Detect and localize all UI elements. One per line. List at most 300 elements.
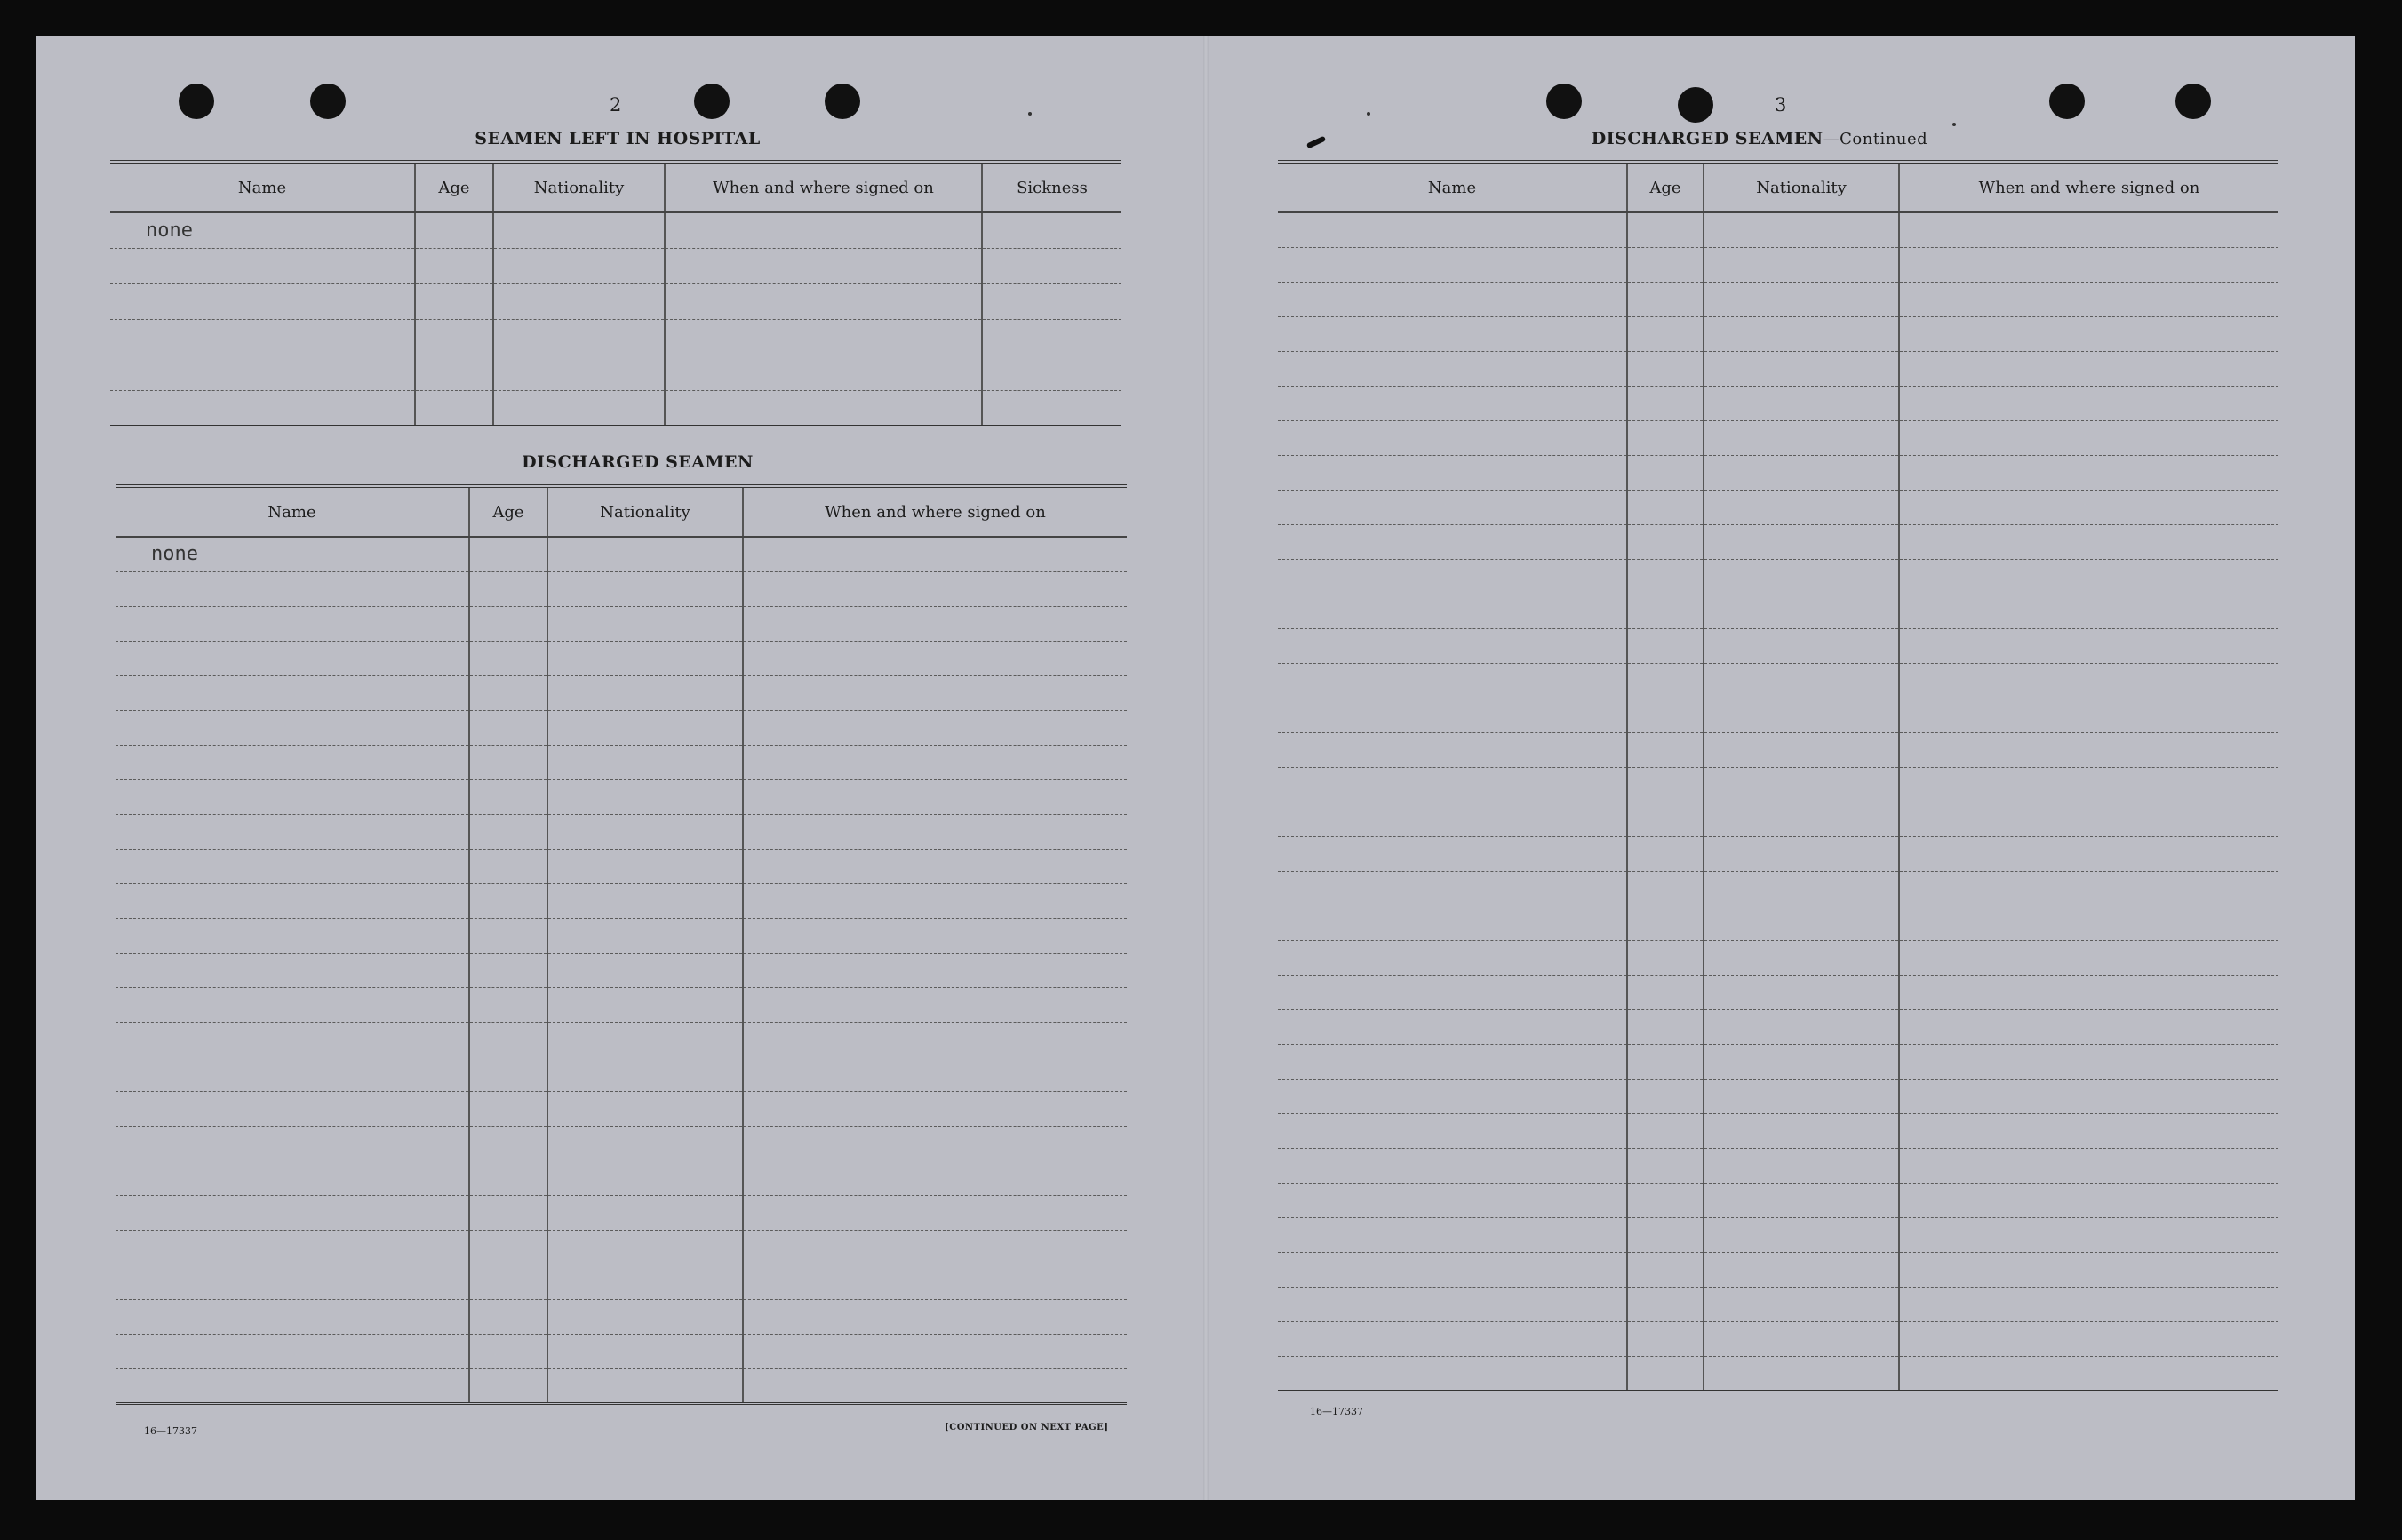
discharged-cell [469,1230,547,1265]
discharged-continued-cell [1627,802,1704,836]
discharged-continued-cell [1704,1356,1899,1391]
discharged-continued-cell [1704,628,1899,663]
discharged-cell [743,606,1127,641]
discharged-continued-cell [1627,663,1704,698]
discharged-cell [469,1057,547,1091]
discharged-cell [469,883,547,918]
discharged-cell [743,849,1127,883]
discharged-name-cell [116,953,469,987]
discharged-cell [547,1368,743,1403]
discharged-continued-cell [1278,906,1627,940]
discharged-cell [469,1299,547,1334]
discharged-continued-cell [1899,490,2278,524]
discharged-cell [547,1334,743,1368]
discharged-continued-cell [1278,1183,1627,1217]
discharged-continued-cell [1899,767,2278,802]
hospital-name-cell [110,319,415,355]
discharged-continued-cell [1704,386,1899,420]
discharged-cell [469,606,547,641]
discharged-table-row [116,1126,1127,1161]
hospital-table-row [110,212,1121,248]
discharged-continued-cell [1899,802,2278,836]
discharged-continued-cell [1627,1356,1704,1391]
discharged-continued-cell [1627,490,1704,524]
hospital-table [110,160,1121,427]
discharged-cell [743,1299,1127,1334]
discharged-table-row [116,1230,1127,1265]
discharged-continued-cell [1627,1252,1704,1287]
discharged-continued-cell [1627,559,1704,594]
discharged-continued-cell [1899,698,2278,732]
discharged-continued-cell [1627,386,1704,420]
discharged-continued-cell [1278,1148,1627,1183]
hospital-column-header: Name [110,162,415,212]
punch-hole [694,84,730,119]
discharged-table-row [116,745,1127,779]
discharged-continued-cell [1627,906,1704,940]
discharged-cell [743,571,1127,606]
discharged-continued-cell [1899,1183,2278,1217]
discharged-continued-table-row [1278,490,2278,524]
discharged-continued-cell [1704,1321,1899,1356]
discharged-continued-cell [1278,212,1627,247]
hospital-cell [665,355,982,390]
discharged-cell [469,814,547,849]
discharged-name-cell [116,1161,469,1195]
discharged-cell [547,571,743,606]
discharged-continued-cell [1704,490,1899,524]
hospital-cell [493,283,665,319]
discharged-continued-column-header: Age [1627,162,1704,212]
discharged-table-row [116,1299,1127,1334]
discharged-continued-cell [1278,802,1627,836]
discharged-continued-cell [1899,1252,2278,1287]
discharged-name-cell [116,1368,469,1403]
form-number-left: 16—17337 [144,1425,197,1437]
discharged-continued-cell [1627,594,1704,628]
discharged-continued-cell [1704,1287,1899,1321]
discharged-continued-cell [1278,420,1627,455]
discharged-table-row [116,1091,1127,1126]
punch-hole [1678,87,1713,123]
discharged-cell [547,675,743,710]
discharged-continued-cell [1627,732,1704,767]
discharged-continued-cell [1899,1044,2278,1079]
discharged-continued-cell [1899,1287,2278,1321]
discharged-continued-column-header: When and where signed on [1899,162,2278,212]
discharged-column-header: Nationality [547,486,743,537]
discharged-cell [547,1195,743,1230]
hospital-column-header: When and where signed on [665,162,982,212]
discharged-continued-cell [1704,1044,1899,1079]
discharged-continued-cell [1899,282,2278,316]
discharged-continued-cell [1278,871,1627,906]
discharged-continued-cell [1704,420,1899,455]
discharged-continued-cell [1704,247,1899,282]
discharged-continued-cell [1704,316,1899,351]
discharged-continued-cell [1278,732,1627,767]
discharged-continued-cell [1899,420,2278,455]
discharged-continued-table-row [1278,594,2278,628]
discharged-cell [743,1265,1127,1299]
discharged-cell [469,779,547,814]
discharged-cell [743,1057,1127,1091]
discharged-cell [743,918,1127,953]
discharged-cell [743,1195,1127,1230]
page-number-left: 2 [610,94,622,116]
discharged-continued-cell [1899,906,2278,940]
discharged-continued-table-row [1278,247,2278,282]
discharged-continued-cell [1627,420,1704,455]
discharged-continued-cell [1278,490,1627,524]
discharged-continued-cell [1704,1113,1899,1148]
discharged-cell [743,745,1127,779]
discharged-cell [743,779,1127,814]
discharged-table-row [116,814,1127,849]
discharged-continued-cell [1278,767,1627,802]
discharged-continued-cell [1278,351,1627,386]
discharged-continued-cell [1899,732,2278,767]
discharged-name-cell [116,883,469,918]
discharged-cell [469,1334,547,1368]
discharged-continued-cell [1704,559,1899,594]
discharged-cell [547,883,743,918]
discharged-continued-cell [1278,1321,1627,1356]
discharged-continued-cell [1278,1287,1627,1321]
discharged-table-row [116,1265,1127,1299]
discharged-name-cell [116,1057,469,1091]
discharged-table-row [116,1195,1127,1230]
discharged-continued-cell [1278,940,1627,975]
discharged-continued-table-row [1278,1287,2278,1321]
hospital-table-row [110,355,1121,390]
discharged-continued-cell [1704,802,1899,836]
discharged-table-row [116,1022,1127,1057]
discharged-continued-cell [1899,1079,2278,1113]
discharged-continued-cell [1899,975,2278,1009]
discharged-cell [469,1195,547,1230]
discharged-continued-table-row [1278,1044,2278,1079]
discharged-name-cell [116,1195,469,1230]
discharged-cell [469,953,547,987]
discharged-continued-cell [1278,1079,1627,1113]
discharged-table-row [116,537,1127,571]
discharged-continued-cell [1627,1148,1704,1183]
punch-hole [310,84,346,119]
discharged-continued-cell [1278,836,1627,871]
discharged-continued-table-row [1278,767,2278,802]
discharged-name-cell [116,675,469,710]
hospital-section-title: SEAMEN LEFT IN HOSPITAL [475,129,761,148]
hospital-cell [493,355,665,390]
discharged-table-row [116,606,1127,641]
discharged-continued-cell [1278,698,1627,732]
discharged-continued-cell [1899,594,2278,628]
discharged-cell [547,606,743,641]
hospital-table-row [110,319,1121,355]
discharged-cell [547,641,743,675]
hospital-name-cell [110,283,415,319]
ink-speck [1028,112,1032,116]
hospital-column-header: Sickness [982,162,1121,212]
discharged-column-header: Name [116,486,469,537]
discharged-table-row [116,918,1127,953]
discharged-cell [469,918,547,953]
discharged-continued-cell [1278,559,1627,594]
discharged-continued-cell [1899,351,2278,386]
discharged-continued-table-row [1278,1356,2278,1391]
discharged-continued-cell [1899,871,2278,906]
hospital-cell [665,319,982,355]
hospital-column-header: Age [415,162,493,212]
hospital-cell [665,248,982,283]
discharged-cell [547,710,743,745]
hospital-name-cell [110,248,415,283]
discharged-table-row [116,1334,1127,1368]
discharged-continued-table-row [1278,212,2278,247]
hospital-cell [982,319,1121,355]
discharged-continued-cell [1627,351,1704,386]
discharged-continued-table-row [1278,1321,2278,1356]
discharged-cell [743,1091,1127,1126]
discharged-continued-cell [1899,316,2278,351]
discharged-continued-cell [1899,524,2278,559]
hospital-table-row [110,283,1121,319]
hospital-table-row [110,248,1121,283]
discharged-continued-cell [1627,524,1704,559]
discharged-continued-cell [1704,940,1899,975]
discharged-continued-cell [1704,1217,1899,1252]
discharged-cell [743,987,1127,1022]
discharged-continued-cell [1704,1148,1899,1183]
hospital-cell [982,355,1121,390]
discharged-cell [743,1334,1127,1368]
discharged-continued-cell [1627,455,1704,490]
form-number-right: 16—17337 [1310,1406,1363,1417]
discharged-cell [469,1368,547,1403]
discharged-table-row [116,1368,1127,1403]
discharged-continued-cell [1627,212,1704,247]
hospital-cell [982,390,1121,426]
discharged-name-cell [116,1334,469,1368]
discharged-cell [743,537,1127,571]
discharged-name-cell [116,1022,469,1057]
discharged-cell [547,849,743,883]
discharged-continued-cell [1899,455,2278,490]
discharged-continued-table-row [1278,1148,2278,1183]
discharged-cell [547,1161,743,1195]
discharged-continued-column-header: Nationality [1704,162,1899,212]
discharged-continued-cell [1899,836,2278,871]
discharged-continued-cell [1627,871,1704,906]
discharged-cell [743,1022,1127,1057]
punch-hole [2175,84,2211,119]
discharged-continued-cell [1899,940,2278,975]
discharged-continued-table-row [1278,1183,2278,1217]
discharged-cell [743,675,1127,710]
discharged-continued-cell [1278,1044,1627,1079]
discharged-continued-cell [1899,1113,2278,1148]
page-fold [1203,36,1209,1500]
discharged-continued-table-row [1278,698,2278,732]
hospital-cell [493,212,665,248]
discharged-section-title: DISCHARGED SEAMEN [522,452,754,472]
discharged-cell [547,1126,743,1161]
discharged-name-cell [116,814,469,849]
discharged-cell [469,1091,547,1126]
discharged-continued-cell [1627,1183,1704,1217]
discharged-continued-cell [1627,1287,1704,1321]
continued-note: [CONTINUED ON NEXT PAGE] [945,1423,1109,1432]
discharged-continued-table [1278,160,2278,1392]
hospital-cell [493,390,665,426]
discharged-continued-cell [1899,247,2278,282]
discharged-cell [469,1126,547,1161]
discharged-cell [469,641,547,675]
discharged-continued-cell [1704,524,1899,559]
discharged-continued-cell [1278,455,1627,490]
discharged-name-cell: none [116,537,469,571]
discharged-name-cell [116,745,469,779]
discharged-cell [547,1299,743,1334]
discharged-continued-cell [1704,1252,1899,1287]
discharged-continued-cell [1627,975,1704,1009]
discharged-continued-cell [1704,975,1899,1009]
discharged-continued-table-row [1278,906,2278,940]
discharged-cell [547,814,743,849]
discharged-continued-cell [1627,698,1704,732]
hospital-name-cell [110,355,415,390]
discharged-continued-cell [1278,1217,1627,1252]
discharged-name-cell [116,1126,469,1161]
hospital-cell [982,212,1121,248]
discharged-continued-table-row [1278,420,2278,455]
discharged-continued-cell [1627,767,1704,802]
discharged-cell [743,1368,1127,1403]
discharged-column-header: When and where signed on [743,486,1127,537]
discharged-continued-table-row [1278,1113,2278,1148]
hospital-table-row [110,390,1121,426]
discharged-continued-cell [1704,1009,1899,1044]
discharged-cell [469,571,547,606]
discharged-continued-cell [1704,732,1899,767]
discharged-cell [743,1230,1127,1265]
discharged-continued-table-row [1278,316,2278,351]
discharged-table-row [116,779,1127,814]
discharged-table-row [116,883,1127,918]
discharged-continued-cell [1278,663,1627,698]
discharged-continued-cell [1627,1044,1704,1079]
discharged-continued-cell [1278,1009,1627,1044]
discharged-table-row [116,641,1127,675]
discharged-cell [547,1022,743,1057]
discharged-continued-table-row [1278,975,2278,1009]
discharged-continued-cell [1627,1113,1704,1148]
discharged-continued-cell [1627,1217,1704,1252]
hospital-name-cell [110,390,415,426]
discharged-cell [469,987,547,1022]
hospital-cell [415,355,493,390]
discharged-table-row [116,953,1127,987]
discharged-cell [547,745,743,779]
discharged-cell [469,710,547,745]
discharged-continued-table-row [1278,940,2278,975]
discharged-cell [743,814,1127,849]
hospital-cell [415,390,493,426]
discharged-table [116,484,1127,1405]
discharged-continued-cell [1704,455,1899,490]
discharged-cell [547,537,743,571]
discharged-continued-title-main: DISCHARGED SEAMEN [1591,129,1823,148]
discharged-cell [547,953,743,987]
hospital-cell [415,212,493,248]
discharged-continued-table-row [1278,1252,2278,1287]
discharged-name-cell [116,1265,469,1299]
discharged-cell [743,710,1127,745]
discharged-continued-table-row [1278,386,2278,420]
discharged-cell [547,1230,743,1265]
discharged-continued-cell [1899,1356,2278,1391]
punch-hole [825,84,860,119]
hospital-cell [493,319,665,355]
discharged-continued-table-row [1278,524,2278,559]
discharged-cell [547,1057,743,1091]
discharged-cell [469,745,547,779]
discharged-continued-table-row [1278,351,2278,386]
discharged-continued-cell [1704,663,1899,698]
hospital-cell [982,248,1121,283]
discharged-name-cell [116,1091,469,1126]
discharged-continued-cell [1899,386,2278,420]
discharged-continued-cell [1899,1148,2278,1183]
discharged-table-row [116,710,1127,745]
discharged-cell [469,537,547,571]
discharged-continued-cell [1278,628,1627,663]
discharged-table-row [116,1057,1127,1091]
discharged-continued-table-row [1278,559,2278,594]
discharged-cell [743,953,1127,987]
discharged-continued-cell [1278,1252,1627,1287]
discharged-cell [743,1161,1127,1195]
discharged-continued-cell [1704,698,1899,732]
hospital-cell [665,283,982,319]
discharged-continued-cell [1278,975,1627,1009]
discharged-name-cell [116,918,469,953]
discharged-continued-cell [1899,1321,2278,1356]
discharged-continued-table-row [1278,836,2278,871]
discharged-continued-cell [1278,1113,1627,1148]
hospital-cell [982,283,1121,319]
discharged-name-cell [116,779,469,814]
discharged-continued-cell [1899,628,2278,663]
discharged-cell [547,918,743,953]
discharged-cell [743,641,1127,675]
punch-hole [1546,84,1582,119]
discharged-cell [743,883,1127,918]
discharged-continued-cell [1899,1009,2278,1044]
discharged-name-cell [116,641,469,675]
discharged-continued-cell [1704,594,1899,628]
discharged-continued-cell [1704,282,1899,316]
discharged-name-cell [116,1299,469,1334]
discharged-continued-table-row [1278,282,2278,316]
discharged-continued-cell [1627,247,1704,282]
discharged-continued-cell [1278,386,1627,420]
discharged-continued-cell [1899,559,2278,594]
discharged-continued-cell [1704,351,1899,386]
discharged-name-cell [116,606,469,641]
discharged-name-cell [116,849,469,883]
